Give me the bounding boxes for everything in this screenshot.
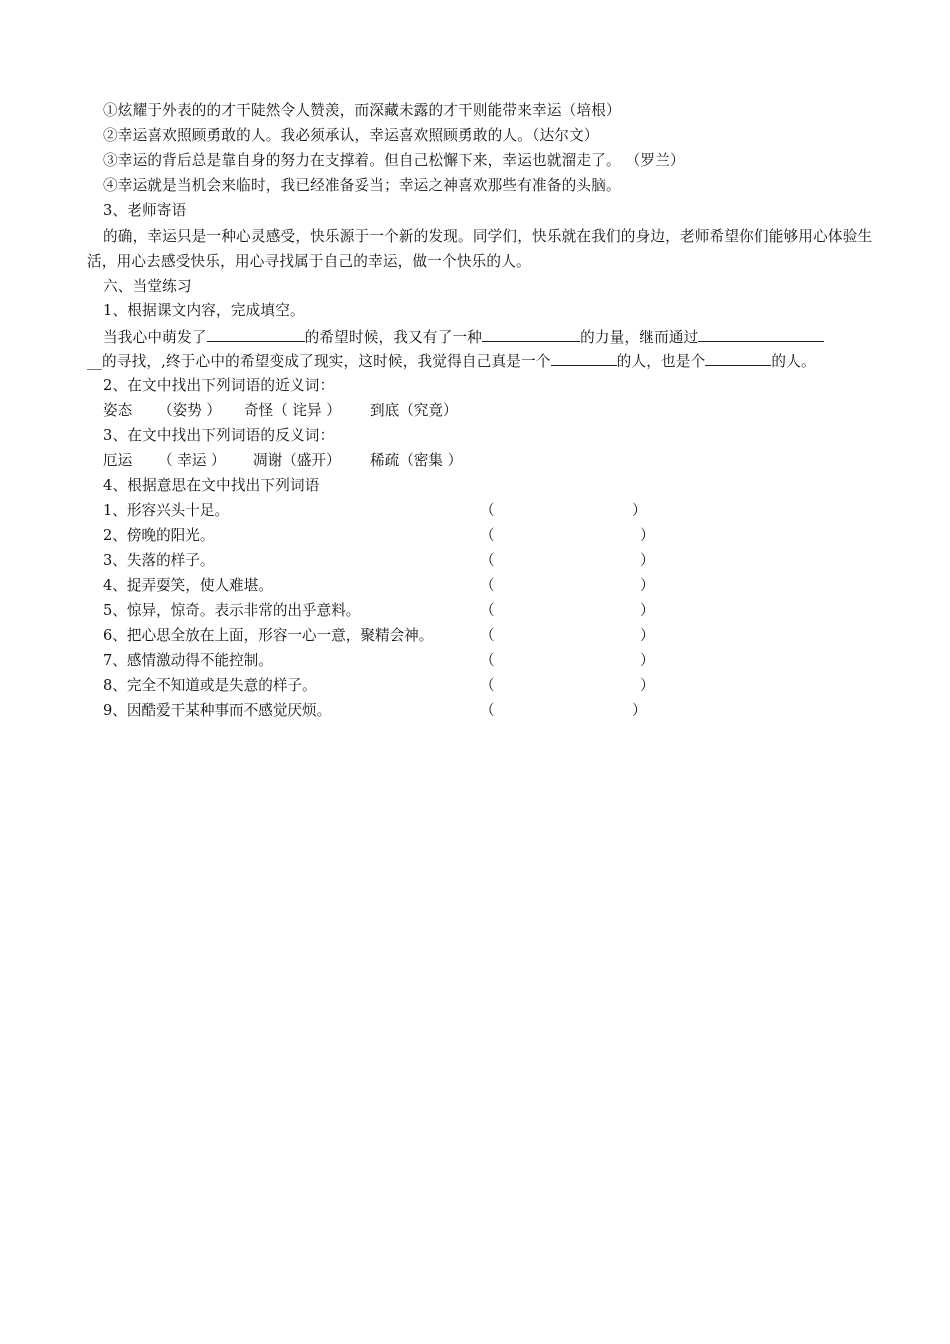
q1-blank-3[interactable] [698,327,824,342]
q4-item-text: 9、因酷爱干某种事而不感觉厌烦。 [103,702,332,719]
q1-text: 的力量，继而通过 [580,329,699,346]
q4-close-paren: ） [640,652,655,669]
q4-row [0,701,950,721]
teacher-paragraph [87,224,887,274]
q3-word: 厄运 [103,452,133,469]
q1-fill-line-2 [87,351,816,372]
q4-row [0,501,950,521]
q4-close-paren: ） [640,627,655,644]
q1-fill-line-1 [103,327,824,348]
q1-blank-5[interactable] [705,351,771,366]
teacher-text: 的确，幸运只是一种心灵感受，快乐源于一个新的发现。同学们，快乐就在我们的身边，老师希望你们能够用心体验生活，用心去感受快乐，用心寻找属于自己的幸运，做一个快乐的人。 [87,228,873,270]
q4-answer-field[interactable] [500,526,636,546]
q4-item-text: 1、形容兴头十足。 [103,502,230,519]
q2-word: 姿态 [103,402,133,419]
q4-open-paren: （ [480,677,495,694]
q4-row [0,676,950,696]
q4-row [0,576,950,596]
q4-close-paren: ） [640,527,655,544]
q4-answer-field[interactable] [500,576,636,596]
q4-answer-field[interactable] [500,626,636,646]
q4-row [0,626,950,646]
q4-row [0,551,950,571]
q4-open-paren: （ [480,577,495,594]
q3-answer: （ 幸运 ） [158,452,226,469]
q1-text: __的寻找，,终于心中的希望变成了现实，这时候，我觉得自己真是一个 [87,353,551,370]
q4-row [0,526,950,546]
q1-blank-2[interactable] [482,327,580,342]
q4-answer-field[interactable] [500,501,628,521]
q4-item-text: 7、感情激动得不能控制。 [103,652,273,669]
q4-item-text: 5、惊异，惊奇。表示非常的出乎意料。 [103,602,361,619]
q2-answer: （姿势 ） [158,402,222,419]
q2-pair: 奇怪（ 诧异 ） [244,402,341,419]
q4-item-text: 3、失落的样子。 [103,552,215,569]
q3-row [0,451,950,471]
q4-close-paren: ） [640,602,655,619]
q4-item-text: 8、完全不知道或是失意的样子。 [103,677,317,694]
q4-open-paren: （ [480,527,495,544]
q4-open-paren: （ [480,502,495,519]
q4-answer-field[interactable] [500,676,636,696]
q4-open-paren: （ [480,702,495,719]
q4-open-paren: （ [480,552,495,569]
q4-close-paren: ） [640,552,655,569]
q3-pair: 凋谢（盛开） [253,452,341,469]
q3-pair: 稀疏（密集 ） [370,452,463,469]
q4-answer-field[interactable] [500,601,636,621]
quote-4: ④幸运就是当机会来临时，我已经准备妥当；幸运之神喜欢那些有准备的头脑。 [103,177,621,194]
q2-row [0,401,950,421]
q1-title: 1、根据课文内容，完成填空。 [103,302,305,319]
q4-row [0,651,950,671]
q1-blank-4[interactable] [551,351,617,366]
teacher-heading: 3、老师寄语 [103,202,187,219]
q4-close-paren: ） [632,502,647,519]
q3-title: 3、在文中找出下列词语的反义词： [103,427,335,444]
q4-item-text: 2、傍晚的阳光。 [103,527,215,544]
q4-close-paren: ） [632,702,647,719]
q4-answer-field[interactable] [500,551,636,571]
quote-3: ③幸运的背后总是靠自身的努力在支撑着。但自己松懈下来，幸运也就溜走了。 （罗兰） [103,152,685,169]
q1-text: 当我心中萌发了 [103,329,207,346]
q4-item-text: 4、捉弄耍笑，使人难堪。 [103,577,273,594]
q1-text: 的人。 [771,353,816,370]
q4-row [0,601,950,621]
q4-open-paren: （ [480,652,495,669]
q4-item-text: 6、把心思全放在上面，形容一心一意，聚精会神。 [103,627,434,644]
q4-title: 4、根据意思在文中找出下列词语 [103,477,320,494]
q4-open-paren: （ [480,627,495,644]
q1-text: 的人，也是个 [616,353,706,370]
q2-pair: 到底（究竟） [370,402,458,419]
q4-open-paren: （ [480,602,495,619]
q1-blank-1[interactable] [207,327,305,342]
q2-title: 2、在文中找出下列词语的近义词： [103,377,335,394]
q4-close-paren: ） [640,677,655,694]
q4-answer-field[interactable] [500,701,628,721]
quote-2: ②幸运喜欢照顾勇敢的人。我必须承认，幸运喜欢照顾勇敢的人。（达尔文） [103,127,599,144]
practice-heading: 六、当堂练习 [103,278,192,295]
quote-1: ①炫耀于外表的的才干陡然令人赞羡，而深藏未露的才干则能带来幸运（培根） [103,102,621,119]
q1-text: 的希望时候，我又有了一种 [304,329,483,346]
q4-close-paren: ） [640,577,655,594]
q4-answer-field[interactable] [500,651,636,671]
